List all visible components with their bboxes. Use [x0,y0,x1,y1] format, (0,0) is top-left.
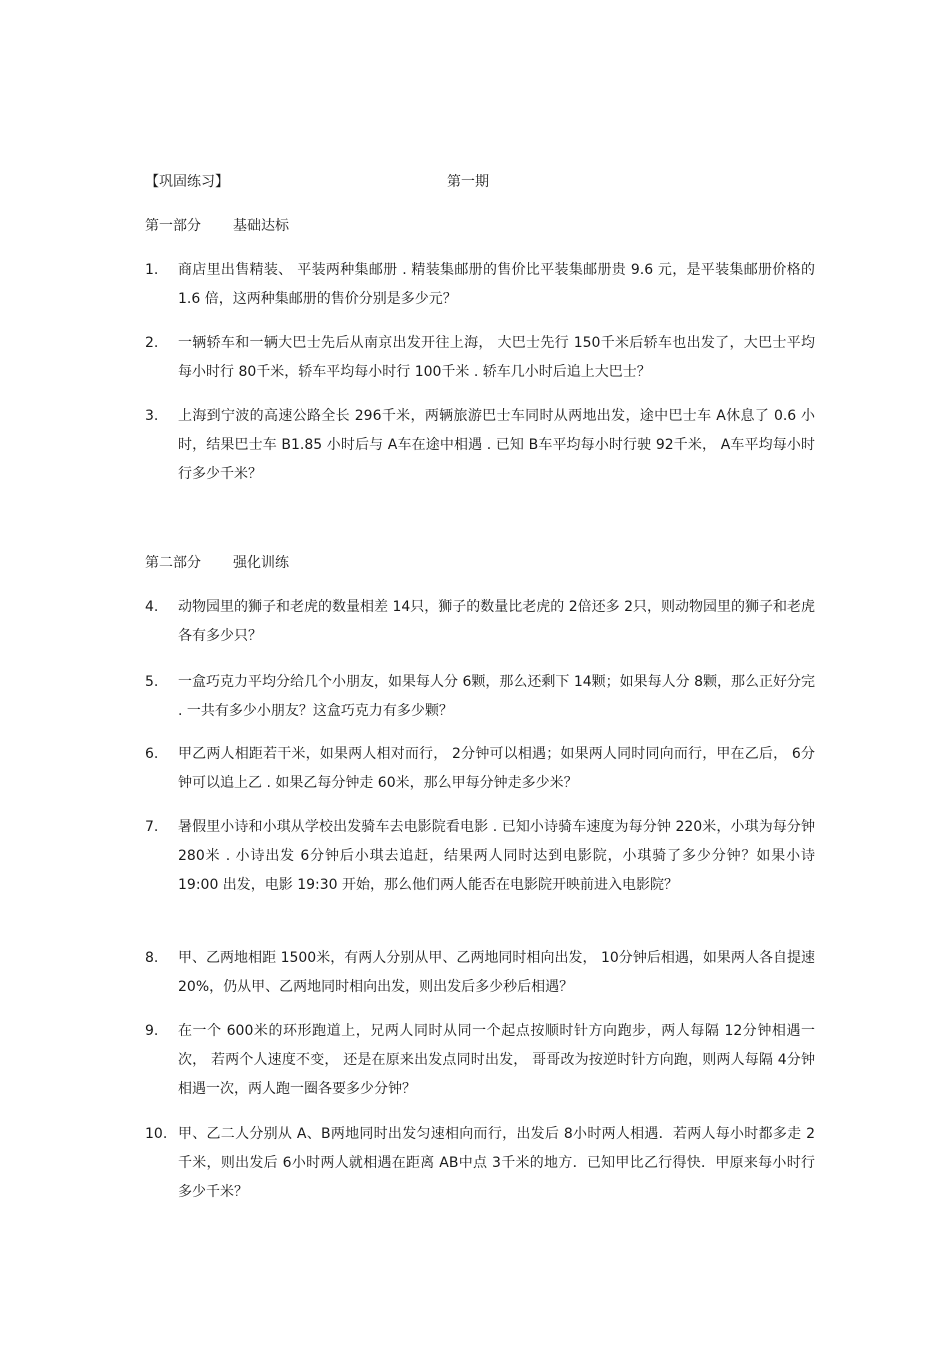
question-text: 甲乙两人相距若干米，如果两人相对而行， 2分钟可以相遇；如果两人同时同向而行，甲在乙后， 6分钟可以追上乙 . 如果乙每分钟走 60米，那么甲每分钟走多少米？ [178,746,815,791]
section-title-part2 [145,553,289,573]
question-item [145,813,815,900]
section-label: 第二部分 [145,555,201,571]
question-item [145,944,815,1002]
question-number: 10. [145,1126,168,1142]
question-item [145,256,815,314]
question-text: 商店里出售精装、 平装两种集邮册 . 精装集邮册的售价比平装集邮册贵 9.6 元，是平装集邮册价格的 1.6 倍，这两种集邮册的售价分别是多少元？ [178,262,815,307]
issue-label: 第一期 [447,174,489,190]
question-text: 暑假里小诗和小琪从学校出发骑车去电影院看电影 . 已知小诗骑车速度为每分钟 220米，小琪为每分钟 280米 . 小诗出发 6分钟后小琪去追赶，结果两人同时达到电影院，小琪骑了多少分钟？如果小诗 19:00 出发，电影 19:30 开始，那么他们两人能否在电影院开映前进入电影院？ [178,819,815,893]
section-subtitle: 基础达标 [233,218,289,234]
question-item [145,740,815,798]
question-item [145,1120,815,1207]
question-text: 一盒巧克力平均分给几个小朋友，如果每人分 6颗，那么还剩下 14颗；如果每人分 8颗，那么正好分完 . 一共有多少小朋友？这盒巧克力有多少颗？ [178,674,815,719]
question-item [145,668,815,726]
question-item [145,329,815,387]
question-text: 上海到宁波的高速公路全长 296千米，两辆旅游巴士车同时从两地出发，途中巴士车 A休息了 0.6 小时，结果巴士车 B1.85 小时后与 A车在途中相遇 . 已知 B车平均每小时行驶 92千米， A车平均每小时行多少千米？ [178,408,815,482]
question-item [145,402,815,489]
question-number: 4. [145,599,159,615]
question-text: 甲、乙二人分别从 A、B两地同时出发匀速相向而行，出发后 8小时两人相遇．若两人每小时都多走 2千米，则出发后 6小时两人就相遇在距离 AB中点 3千米的地方．已知甲比乙行得快．甲原来每小时行多少千米？ [178,1126,815,1200]
question-number: 6. [145,746,159,762]
question-number: 3. [145,408,159,424]
question-text: 动物园里的狮子和老虎的数量相差 14只，狮子的数量比老虎的 2倍还多 2只，则动物园里的狮子和老虎各有多少只？ [178,599,815,644]
section-label: 第一部分 [145,218,201,234]
question-number: 7. [145,819,159,835]
question-number: 1. [145,262,159,278]
question-text: 甲、乙两地相距 1500米，有两人分别从甲、乙两地同时相向出发， 10分钟后相遇，如果两人各自提速 20%，仍从甲、乙两地同时相向出发，则出发后多少秒后相遇？ [178,950,815,995]
section-title-part1 [145,216,289,236]
question-number: 2. [145,335,159,351]
question-item [145,593,815,651]
question-number: 5. [145,674,159,690]
question-text: 一辆轿车和一辆大巴士先后从南京出发开往上海， 大巴士先行 150千米后轿车也出发了，大巴士平均每小时行 80千米，轿车平均每小时行 100千米 . 轿车几小时后追上大巴士？ [178,335,815,380]
question-text: 在一个 600米的环形跑道上，兄两人同时从同一个起点按顺时针方向跑步，两人每隔 12分钟相遇一次， 若两个人速度不变， 还是在原来出发点同时出发， 哥哥改为按逆时针方向跑，则两人每隔 4分钟相遇一次，两人跑一圈各要多少分钟？ [178,1023,815,1097]
question-item [145,1017,815,1104]
exercise-tag: 【巩固练习】 [145,174,229,190]
question-number: 8. [145,950,159,966]
section-subtitle: 强化训练 [233,555,289,571]
question-number: 9. [145,1023,159,1039]
